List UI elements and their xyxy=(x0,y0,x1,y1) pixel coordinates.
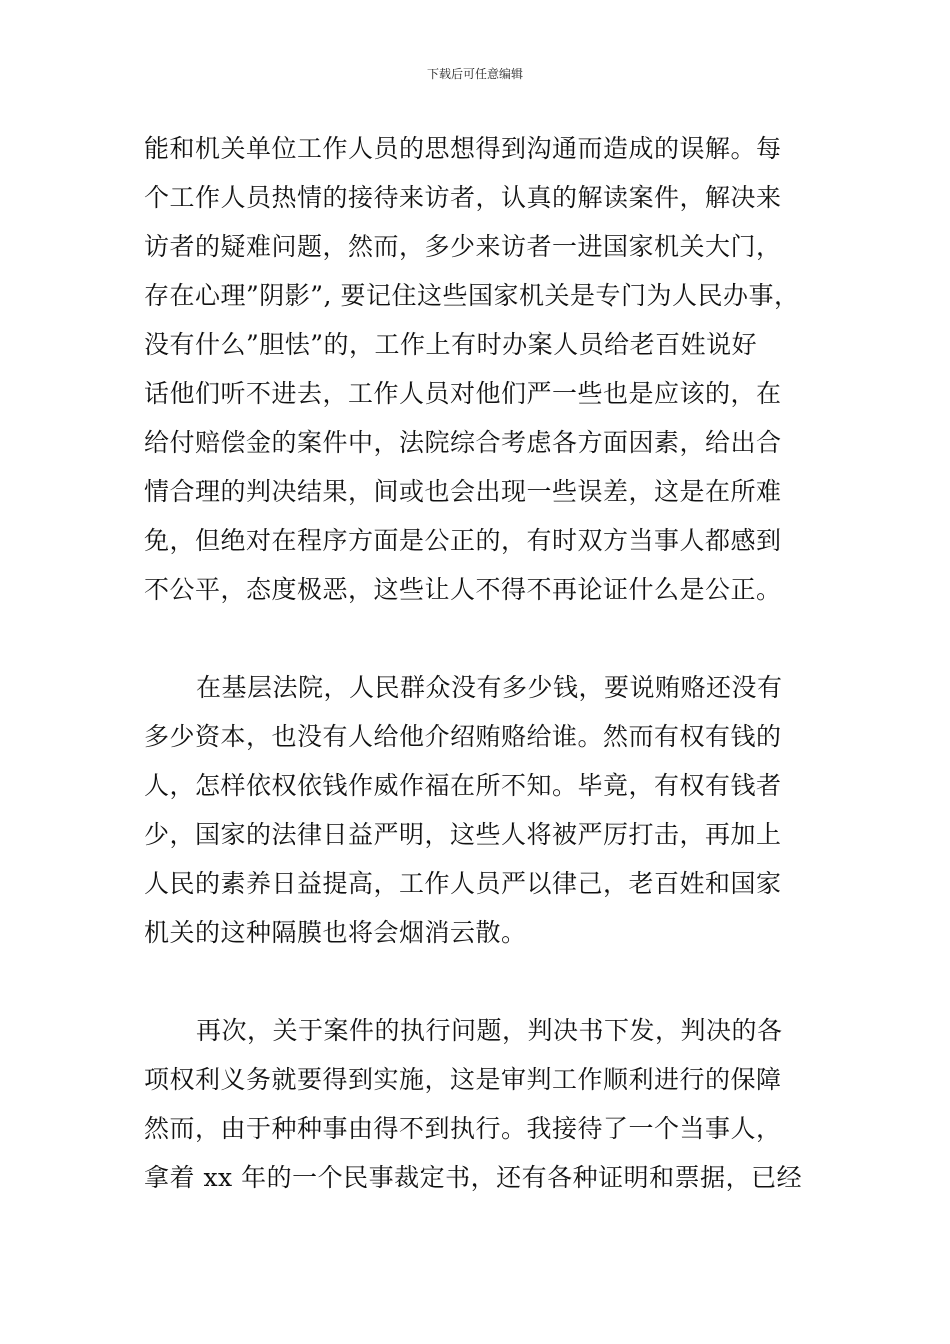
text-line: 少，国家的法律日益严明，这些人将被严厉打击，再加上 xyxy=(144,820,782,849)
text-line: 没有什么”胆怯”的，工作上有时办案人员给老百姓说好 xyxy=(144,330,758,359)
text-line: 人，怎样依权依钱作威作福在所不知。毕竟，有权有钱者 xyxy=(144,771,782,800)
page-header-note: 下载后可任意编辑 xyxy=(426,67,523,81)
paragraph-1 xyxy=(144,124,814,614)
paragraph-gap xyxy=(144,957,814,1006)
paragraph-2 xyxy=(144,663,814,957)
text-line: 个工作人员热情的接待来访者，认真的解读案件，解决来 xyxy=(144,183,782,212)
text-line: 项权利义务就要得到实施，这是审判工作顺利进行的保障 xyxy=(144,1065,782,1094)
text-line: 能和机关单位工作人员的思想得到沟通而造成的误解。每 xyxy=(144,134,782,163)
text-line: 然而，由于种种事由得不到执行。我接待了一个当事人， xyxy=(144,1114,782,1143)
text-line: 访者的疑难问题，然而，多少来访者一进国家机关大门， xyxy=(144,232,782,261)
text-line: 拿着 xx 年的一个民事裁定书，还有各种证明和票据，已经 xyxy=(144,1163,803,1192)
text-line: 给付赔偿金的案件中，法院综合考虑各方面因素，给出合 xyxy=(144,428,782,457)
text-line: 存在心理”阴影”, 要记住这些国家机关是专门为人民办事， xyxy=(144,281,800,310)
paragraph-gap xyxy=(144,614,814,663)
text-line: 多少资本，也没有人给他介绍贿赂给谁。然而有权有钱的 xyxy=(144,722,782,751)
text-line: 人民的素养日益提高，工作人员严以律己，老百姓和国家 xyxy=(144,869,782,898)
text-line: 再次，关于案件的执行问题，判决书下发，判决的各 xyxy=(196,1016,783,1045)
text-line: 在基层法院，人民群众没有多少钱，要说贿赂还没有 xyxy=(196,673,783,702)
text-line: 机关的这种隔膜也将会烟消云散。 xyxy=(144,918,527,947)
paragraph-3 xyxy=(144,1006,814,1202)
text-line: 不公平，态度极恶，这些让人不得不再论证什么是公正。 xyxy=(144,575,782,604)
text-line: 话他们听不进去，工作人员对他们严一些也是应该的，在 xyxy=(144,379,782,408)
text-line: 情合理的判决结果，间或也会出现一些误差，这是在所难 xyxy=(144,477,782,506)
document-body xyxy=(144,124,814,1202)
text-line: 免，但绝对在程序方面是公正的，有时双方当事人都感到 xyxy=(144,526,782,555)
